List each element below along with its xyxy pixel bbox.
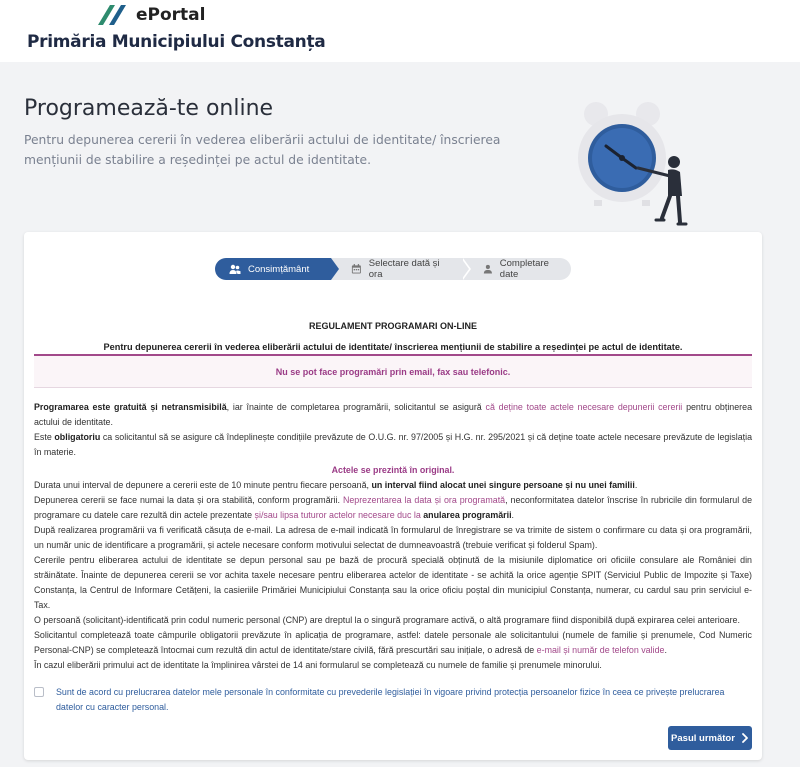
calendar-icon <box>351 263 362 275</box>
user-icon <box>483 263 493 275</box>
page-subtitle: Pentru depunerea cererii în vederea eliberării actului de identitate/ înscrierea mențiunii de stabilire a reședinței pe actul de identitate. <box>24 133 501 167</box>
paragraph: Programarea este gratuită și netransmisibilă, iar înainte de completarea programării, solicitantul se asigură că deține toate actele necesare depunerii cererii pentru obținerea actului de identitate. <box>34 402 753 427</box>
consent-card <box>24 232 762 760</box>
users-icon <box>229 263 241 275</box>
paragraph: Cererile pentru eliberarea actului de identitate se depun personal sau pe bază de procură specială obținută de la misiunile diplomatice ori oficiile consulare ale României din străinătate. Înainte de depunerea cererii se vor achita taxele necesare pentru eliberarea actelor de identitate - se achită la orice agenție SPIT (Serviciul Public de Impozite și Taxe) Constanța, la Centrul de Informare Cetățeni, la casieriile Primăriei Municipiului Constanța sau la orice oficiu poștal din municipiul Constanța, numerar, cu cardul sau prin serviciul e-Tax. <box>34 555 752 610</box>
paragraph: Depunerea cererii se face numai la data și ora stabilită, conform programării. Neprezentarea la data și ora programată, neconformitatea datelor înscrise în rubricile din formularul de programare cu datele care rezultă din actele prezentate și/sau lipsa tuturor actelor necesare duc la anularea programării. <box>34 495 753 520</box>
paragraph: Este obligatoriu ca solicitantul să se asigure că îndeplinește condițiile prevăzute de O.U.G. nr. 97/2005 și H.G. nr. 295/2021 și că deține toate actele necesare prevăzute de legislația în materie. <box>34 432 753 457</box>
paragraph: După realizarea programării va fi verificată căsuța de e-mail. La adresa de e-mail indicată în formularul de înregistrare se va trimite de sistem o confirmare cu data și ora programării, un număr unic de identificare a programării, și actele necesare conform motivului selectat de dumneavoastră (trebuie verificat și folderul Spam). <box>34 525 752 550</box>
step-select-date[interactable] <box>331 258 461 280</box>
acts-original-note: Actele se prezintă în original. <box>331 465 455 475</box>
chevron-right-icon <box>741 733 749 743</box>
step-progress <box>215 258 571 280</box>
step-label: Consimțământ <box>248 263 310 275</box>
step-complete-data[interactable] <box>461 258 571 280</box>
consent-label[interactable]: Sunt de acord cu prelucrarea datelor mele personale în conformitate cu prevederile legislației în vigoare privind protecția persoanelor fizice în ceea ce privește prelucrarea datelor cu caracter personal. <box>56 687 725 712</box>
consent-checkbox[interactable] <box>34 687 44 697</box>
next-step-button[interactable] <box>668 726 752 750</box>
top-header <box>0 0 800 62</box>
next-step-label: Pasul următor <box>671 732 735 744</box>
regulation-subtitle: Pentru depunerea cererii în vederea eliberării actului de identitate/ înscrierea mențiunii de stabilire a reședinței pe actul de identitate. <box>103 342 683 352</box>
page-title: Programează-te online <box>24 96 274 121</box>
step-label: Completare date <box>499 258 549 280</box>
step-consent[interactable] <box>215 258 331 280</box>
regulation-body <box>34 400 752 673</box>
regulation-title: REGULAMENT PROGRAMARI ON-LINE <box>309 321 477 331</box>
warning-box <box>34 354 752 388</box>
paragraph: Durata unui interval de depunere a cererii este de 10 minute pentru fiecare persoană, un interval fiind alocat unei singure persoane și nu unei familii. <box>34 480 638 490</box>
paragraph: În cazul eliberării primului act de identitate la împlinirea vârstei de 14 ani formularul se completează cu numele de familie și prenumele minorului. <box>34 660 602 670</box>
logo-text[interactable]: ePortal <box>136 5 206 25</box>
org-name[interactable]: Primăria Municipiului Constanța <box>27 32 326 52</box>
eportal-logo-icon <box>96 3 130 27</box>
paragraph: O persoană (solicitant)-identificată prin codul numeric personal (CNP) are dreptul la o singură programare activă, o altă programare fiind disponibilă după expirarea celei anterioare. <box>34 615 740 625</box>
clock-illustration-icon <box>576 96 696 232</box>
paragraph: Solicitantul completează toate câmpurile obligatorii prevăzute în aplicația de programare, astfel: datele personale ale solicitantului (numele de familie și prenumele, Cod Numeric Personal-CNP) se completează întocmai cum rezultă din actul de identitate/stare civilă, fără prescurtări sau inițiale, o adresă de e-mail și număr de telefon valide. <box>34 630 752 655</box>
step-label: Selectare dată și ora <box>368 258 440 280</box>
warning-text: Nu se pot face programări prin email, fax sau telefonic. <box>275 366 511 377</box>
consent-row <box>34 685 734 715</box>
